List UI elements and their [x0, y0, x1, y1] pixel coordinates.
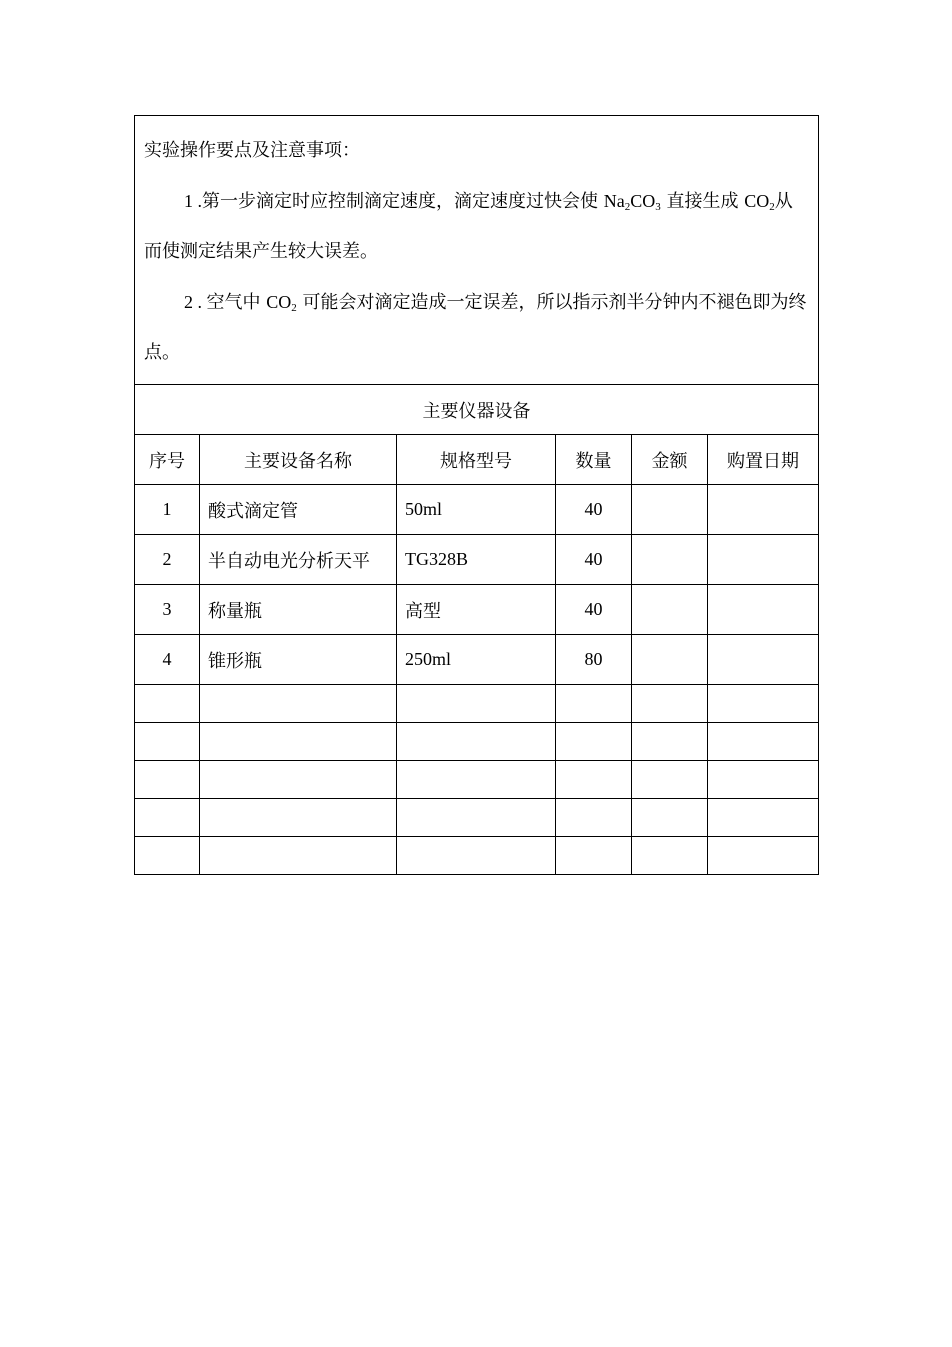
header-no: 序号 [135, 435, 200, 485]
row-no: 1 [135, 485, 200, 535]
formula-na2co3: $Na_2CO_3$ [603, 191, 661, 213]
row-name: 半自动电光分析天平 [200, 535, 397, 585]
empty-row [135, 723, 819, 761]
row-no: 2 [135, 535, 200, 585]
header-date: 购置日期 [708, 435, 819, 485]
table-row [135, 485, 819, 535]
table-row [135, 535, 819, 585]
row-date [708, 635, 819, 685]
notes-row [135, 116, 819, 385]
row-date [708, 535, 819, 585]
formula-co2: $CO_2$ [744, 191, 775, 213]
row-spec: 250ml [397, 635, 556, 685]
empty-row [135, 761, 819, 799]
header-name: 主要设备名称 [200, 435, 397, 485]
header-spec: 规格型号 [397, 435, 556, 485]
row-qty: 40 [556, 535, 632, 585]
equipment-section-title: 主要仪器设备 [135, 385, 819, 435]
row-no: 4 [135, 635, 200, 685]
row-qty: 80 [556, 635, 632, 685]
header-qty: 数量 [556, 435, 632, 485]
row-spec: 50ml [397, 485, 556, 535]
row-qty: 40 [556, 485, 632, 535]
row-amount [632, 635, 708, 685]
row-qty: 40 [556, 585, 632, 635]
table-row [135, 585, 819, 635]
section-title-row [135, 385, 819, 435]
row-amount [632, 585, 708, 635]
note-item-1: 1 .第一步滴定时应控制滴定速度，滴定速度过快会使 $Na_2CO_3$ 直接生成 $CO_2$从而使测定结果产生较大误差。 [144, 191, 793, 262]
formula-co2: $CO_2$ [266, 292, 297, 314]
row-date [708, 585, 819, 635]
table-row [135, 635, 819, 685]
note-item-2: 2 . 空气中 $CO_2$ 可能会对滴定造成一定误差，所以指示剂半分钟内不褪色即为终点。 [144, 292, 807, 363]
row-name: 酸式滴定管 [200, 485, 397, 535]
row-name: 称量瓶 [200, 585, 397, 635]
table-header-row [135, 435, 819, 485]
header-amount: 金额 [632, 435, 708, 485]
notes-heading: 实验操作要点及注意事项： [144, 140, 360, 161]
empty-row [135, 837, 819, 875]
empty-row [135, 685, 819, 723]
row-date [708, 485, 819, 535]
row-amount [632, 485, 708, 535]
experiment-table [134, 115, 819, 875]
notes-cell [135, 116, 819, 385]
row-amount [632, 535, 708, 585]
experiment-sheet [134, 115, 818, 875]
row-spec: TG328B [397, 535, 556, 585]
row-no: 3 [135, 585, 200, 635]
row-spec: 高型 [397, 585, 556, 635]
row-name: 锥形瓶 [200, 635, 397, 685]
empty-row [135, 799, 819, 837]
